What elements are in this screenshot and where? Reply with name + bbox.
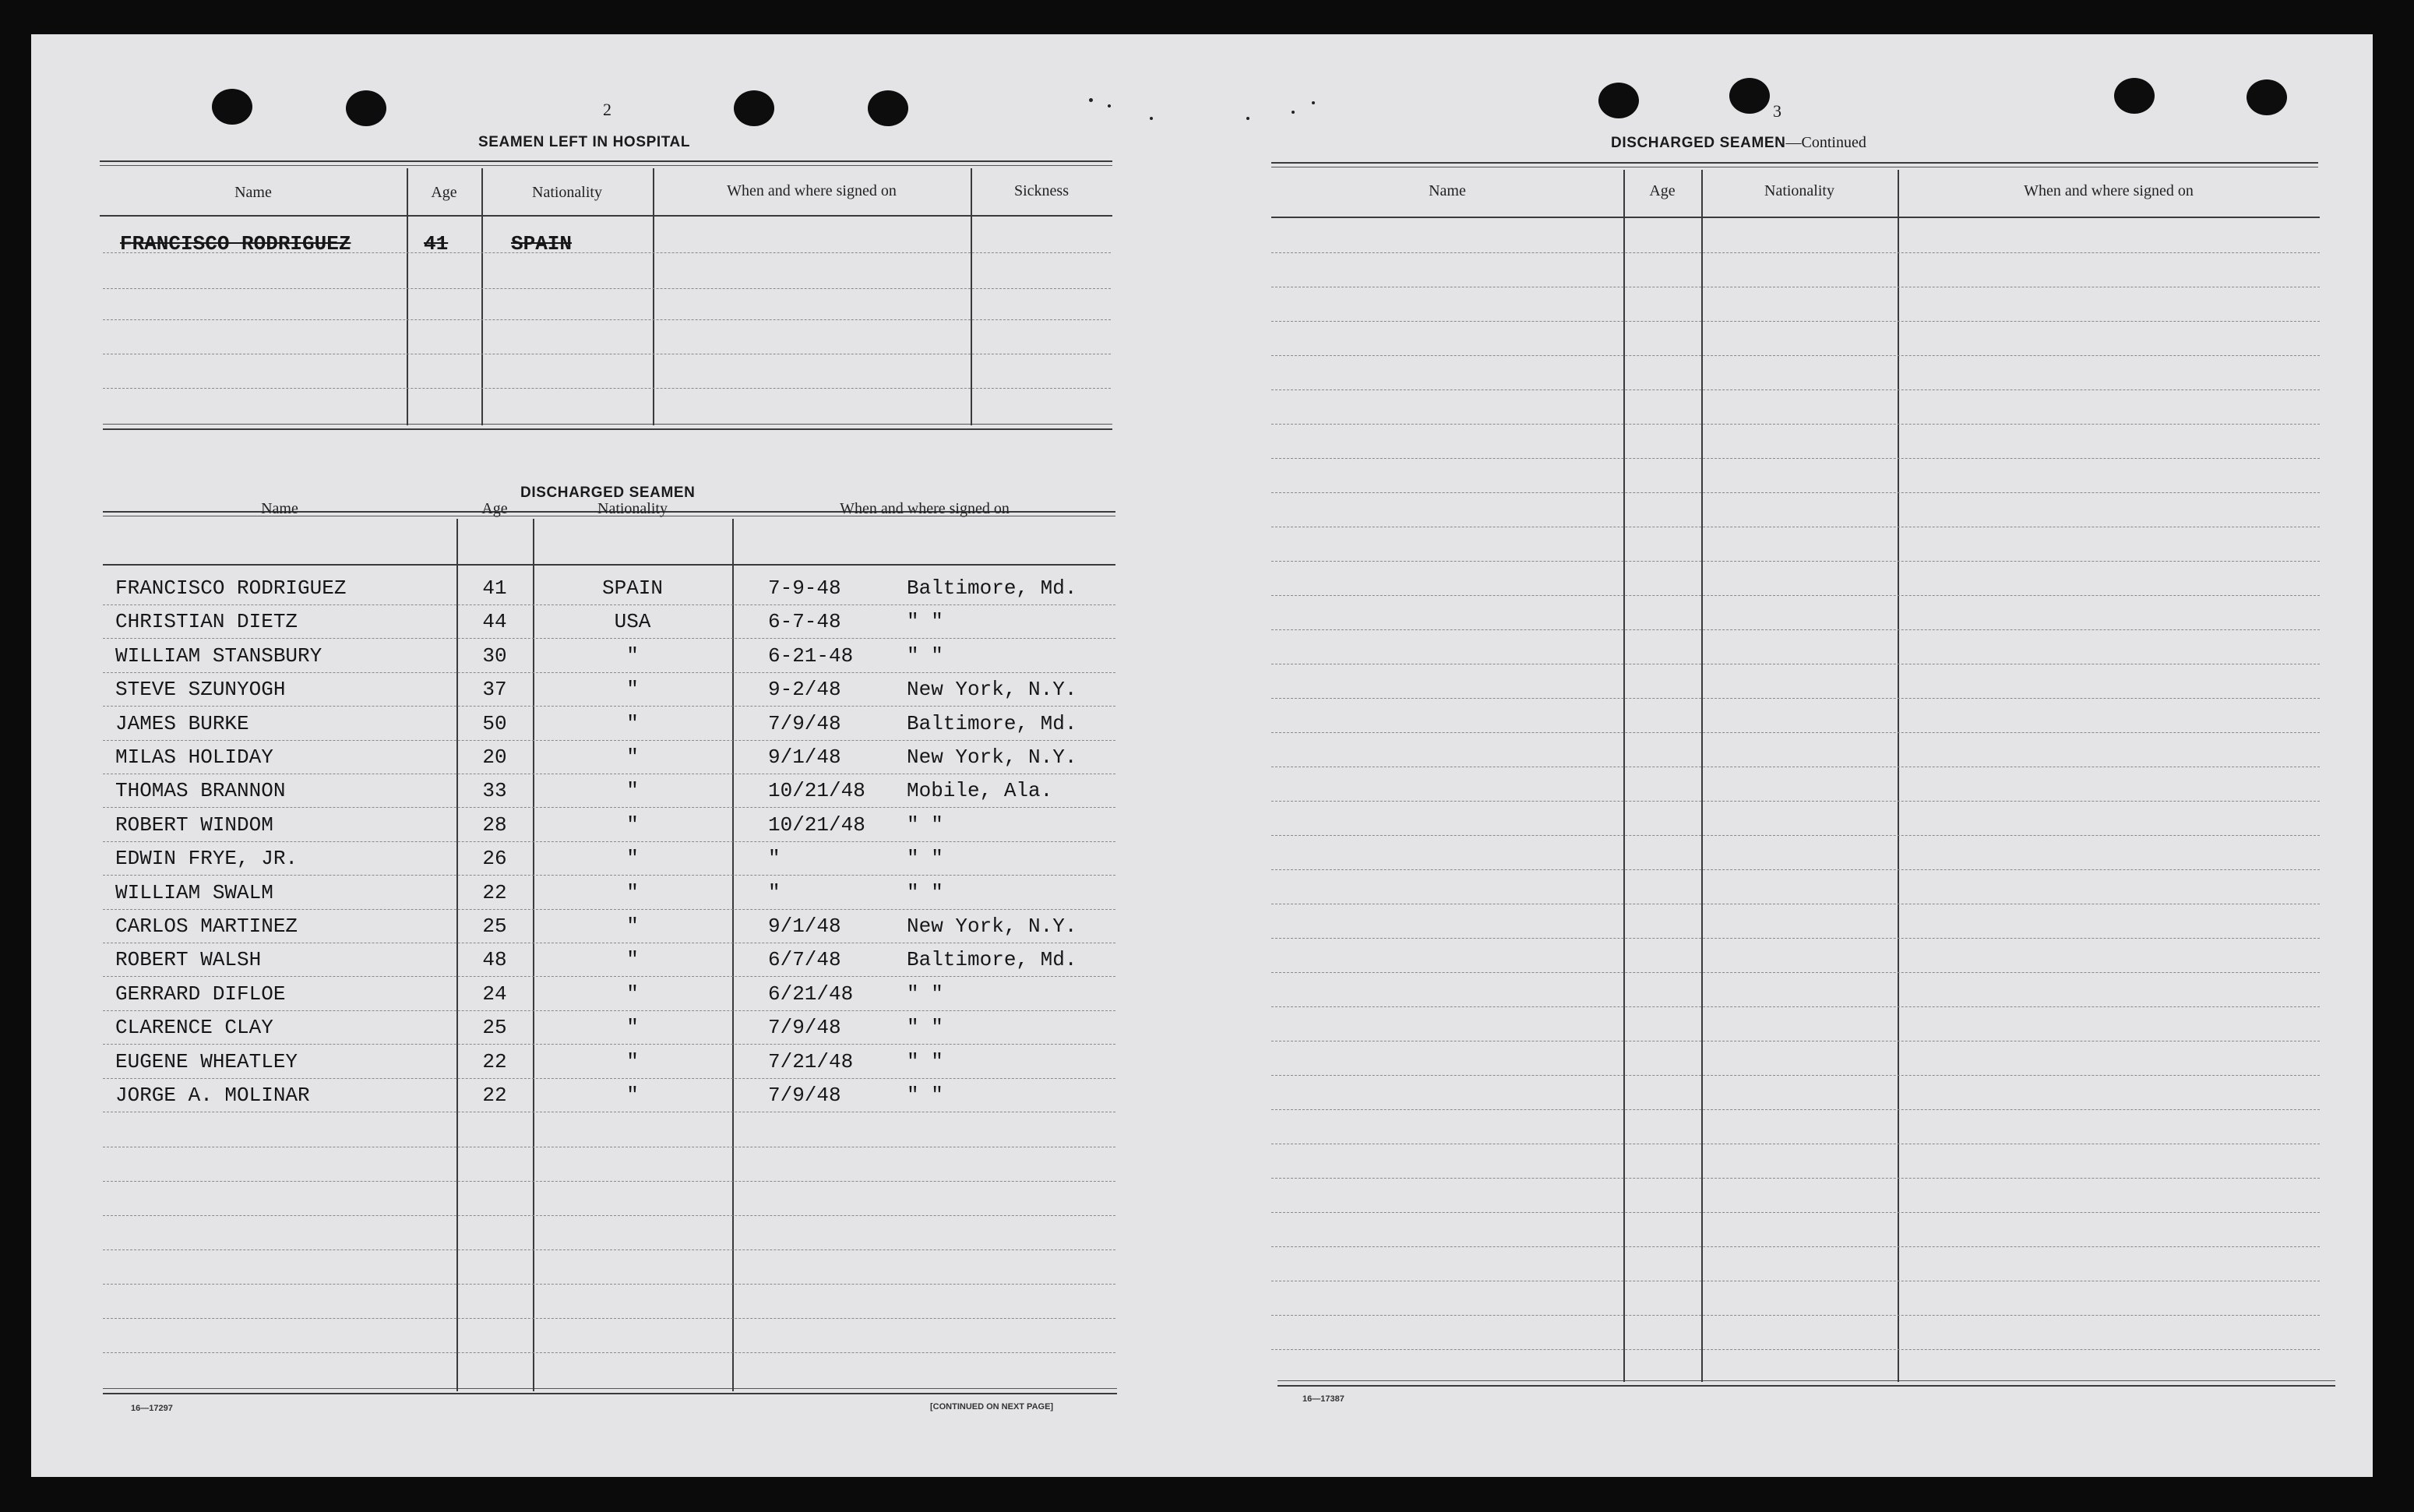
ruled-line — [1271, 801, 2320, 802]
ruled-line — [1271, 835, 2320, 836]
signed-on-place: Baltimore, Md. — [907, 576, 1077, 600]
ruled-line — [103, 909, 1115, 910]
ruled-line — [1271, 1349, 2320, 1350]
table-rule — [103, 564, 1115, 566]
ink-speck — [1312, 101, 1315, 104]
column-header-age: Age — [1649, 182, 1676, 199]
seaman-name: THOMAS BRANNON — [115, 779, 286, 802]
ruled-line — [103, 875, 1115, 876]
column-header-nationality: Nationality — [1764, 182, 1834, 199]
seaman-name: GERRARD DIFLOE — [115, 982, 286, 1006]
signed-on-place: " " — [907, 610, 943, 633]
seaman-name: CHRISTIAN DIETZ — [115, 610, 298, 633]
signed-on-date: 9-2/48 — [768, 678, 841, 701]
ruled-line — [103, 807, 1115, 808]
table-rule — [103, 1393, 1117, 1394]
seaman-name: WILLIAM STANSBURY — [115, 644, 322, 668]
seaman-nationality: " — [626, 915, 639, 938]
ink-speck — [1292, 111, 1295, 114]
seaman-age: 44 — [482, 610, 507, 633]
ruled-line — [103, 740, 1115, 741]
signed-on-date: 6-21-48 — [768, 644, 854, 668]
ruled-line — [103, 1318, 1115, 1319]
ruled-line — [103, 638, 1115, 639]
seaman-nationality: " — [626, 1050, 639, 1073]
column-divider — [653, 168, 654, 425]
signed-on-date: 6/21/48 — [768, 982, 854, 1006]
document-sheet — [31, 34, 2373, 1477]
column-header-name: Name — [261, 500, 298, 517]
signed-on-place: Baltimore, Md. — [907, 948, 1077, 971]
ruled-line — [1271, 252, 2320, 253]
ruled-line — [103, 1215, 1115, 1216]
title-suffix: —Continued — [1785, 134, 1866, 151]
ruled-line — [103, 319, 1111, 320]
column-header-nationality: Nationality — [532, 184, 602, 201]
table-rule — [1271, 162, 2318, 164]
signed-on-date: 7/21/48 — [768, 1050, 854, 1073]
ink-speck — [1246, 117, 1249, 120]
signed-on-place: " " — [907, 813, 943, 837]
ruled-line — [103, 604, 1115, 605]
ruled-line — [1271, 698, 2320, 699]
seaman-nationality: " — [626, 779, 639, 802]
seaman-name: JAMES BURKE — [115, 712, 249, 735]
table-rule — [103, 424, 1112, 425]
signed-on-date: 10/21/48 — [768, 779, 865, 802]
seaman-nationality: " — [626, 847, 639, 870]
column-divider — [971, 168, 972, 425]
seaman-nationality: " — [626, 982, 639, 1006]
signed-on-place: New York, N.Y. — [907, 915, 1077, 938]
signed-on-place: New York, N.Y. — [907, 745, 1077, 769]
seaman-age: 20 — [482, 745, 507, 769]
page-number: 3 — [1773, 101, 1781, 121]
signed-on-date: 9/1/48 — [768, 915, 841, 938]
signed-on-place: Baltimore, Md. — [907, 712, 1077, 735]
column-header-sickness: Sickness — [1014, 182, 1069, 199]
signed-on-date: " — [768, 847, 781, 870]
signed-on-date: 7/9/48 — [768, 1084, 841, 1107]
ruled-line — [1271, 1075, 2320, 1076]
column-divider — [1701, 170, 1703, 1382]
ruled-line — [103, 388, 1111, 389]
ruled-line — [103, 288, 1111, 289]
seaman-age: 22 — [482, 1084, 507, 1107]
seaman-nationality: " — [626, 712, 639, 735]
seaman-age: 22 — [482, 1050, 507, 1073]
ruled-line — [103, 1284, 1115, 1285]
column-header-name: Name — [1429, 182, 1466, 199]
punch-hole — [346, 90, 386, 126]
seaman-age: 25 — [482, 1016, 507, 1039]
ruled-line — [1271, 458, 2320, 459]
hospital-section-title: SEAMEN LEFT IN HOSPITAL — [478, 134, 691, 150]
ruled-line — [1271, 1315, 2320, 1316]
ink-speck — [1150, 117, 1153, 120]
ruled-line — [103, 1010, 1115, 1011]
signed-on-date: 7-9-48 — [768, 576, 841, 600]
signed-on-date: 7/9/48 — [768, 1016, 841, 1039]
ruled-line — [103, 706, 1115, 707]
punch-hole — [1729, 78, 1770, 114]
ink-speck — [1108, 104, 1111, 107]
ruled-line — [1271, 1006, 2320, 1007]
seaman-age: 22 — [482, 881, 507, 904]
seaman-nationality: " — [626, 881, 639, 904]
seaman-nationality: " — [626, 1084, 639, 1107]
ruled-line — [1271, 1246, 2320, 1247]
signed-on-place: Mobile, Ala. — [907, 779, 1053, 802]
ruled-line — [103, 1352, 1115, 1353]
seaman-age: 24 — [482, 982, 507, 1006]
ruled-line — [103, 841, 1115, 842]
seaman-nationality: " — [626, 745, 639, 769]
ink-speck — [1089, 98, 1093, 102]
seaman-nationality: " — [626, 644, 639, 668]
table-rule — [100, 160, 1112, 162]
seaman-age: 37 — [482, 678, 507, 701]
ruled-line — [1271, 869, 2320, 870]
punch-hole — [734, 90, 774, 126]
punch-hole — [2247, 79, 2287, 115]
column-divider — [407, 168, 408, 425]
ruled-line — [1271, 1178, 2320, 1179]
ruled-line — [1271, 561, 2320, 562]
seaman-age: 25 — [482, 915, 507, 938]
table-rule — [1277, 1380, 2335, 1381]
seaman-name: WILLIAM SWALM — [115, 881, 273, 904]
ruled-line — [1271, 1109, 2320, 1110]
column-header-signed-on: When and where signed on — [840, 500, 1010, 517]
ruled-line — [1271, 1212, 2320, 1213]
column-header-signed-on: When and where signed on — [2024, 182, 2194, 199]
signed-on-date: 7/9/48 — [768, 712, 841, 735]
seaman-nationality: USA — [614, 610, 651, 633]
seaman-name: ROBERT WINDOM — [115, 813, 273, 837]
ruled-line — [1271, 938, 2320, 939]
seaman-nationality: SPAIN — [601, 576, 663, 600]
signed-on-place: " " — [907, 982, 943, 1006]
seaman-name: MILAS HOLIDAY — [115, 745, 273, 769]
ruled-line — [1271, 972, 2320, 973]
signed-on-place: " " — [907, 1084, 943, 1107]
ruled-line — [1271, 732, 2320, 733]
continued-note: [CONTINUED ON NEXT PAGE] — [930, 1402, 1054, 1412]
punch-hole — [868, 90, 908, 126]
ruled-line — [103, 976, 1115, 977]
signed-on-date: " — [768, 881, 781, 904]
signed-on-place: " " — [907, 847, 943, 870]
form-number: 16—17297 — [131, 1404, 173, 1413]
punch-hole — [1598, 83, 1639, 118]
ruled-line — [103, 1078, 1115, 1079]
seaman-name: EDWIN FRYE, JR. — [115, 847, 298, 870]
seaman-nationality: " — [626, 678, 639, 701]
punch-hole — [212, 89, 252, 125]
seaman-age: 48 — [482, 948, 507, 971]
ruled-line — [1271, 321, 2320, 322]
ruled-line — [103, 1044, 1115, 1045]
seaman-age: 30 — [482, 644, 507, 668]
signed-on-date: 10/21/48 — [768, 813, 865, 837]
table-rule — [100, 165, 1112, 166]
ruled-line — [103, 1249, 1115, 1250]
column-header-age: Age — [431, 184, 457, 201]
seaman-name: EUGENE WHEATLEY — [115, 1050, 298, 1073]
column-header-nationality: Nationality — [597, 500, 668, 517]
table-rule — [100, 215, 1112, 217]
seaman-nationality: " — [626, 1016, 639, 1039]
ruled-line — [1271, 389, 2320, 390]
column-header-signed-on: When and where signed on — [727, 182, 897, 199]
ruled-line — [1271, 492, 2320, 493]
discharged-section-title: DISCHARGED SEAMEN — [520, 485, 696, 501]
ruled-line — [1271, 629, 2320, 630]
signed-on-place: " " — [907, 881, 943, 904]
signed-on-place: " " — [907, 1050, 943, 1073]
page-number: 2 — [603, 100, 611, 119]
column-divider — [732, 519, 734, 1391]
seaman-age: 33 — [482, 779, 507, 802]
column-header-age: Age — [481, 500, 508, 517]
seaman-name: CARLOS MARTINEZ — [115, 915, 298, 938]
column-divider — [1623, 170, 1625, 1382]
seaman-age: 50 — [482, 712, 507, 735]
ruled-line — [1271, 355, 2320, 356]
signed-on-date: 6-7-48 — [768, 610, 841, 633]
signed-on-date: 6/7/48 — [768, 948, 841, 971]
seaman-name: CLARENCE CLAY — [115, 1016, 273, 1039]
column-header-name: Name — [234, 184, 272, 201]
signed-on-date: 9/1/48 — [768, 745, 841, 769]
form-number: 16—17387 — [1302, 1394, 1344, 1404]
table-rule — [103, 428, 1112, 430]
punch-hole — [2114, 78, 2155, 114]
table-rule — [1277, 1385, 2335, 1387]
ruled-line — [1271, 595, 2320, 596]
signed-on-place: " " — [907, 644, 943, 668]
page-title — [1611, 134, 1866, 152]
ruled-line — [103, 1181, 1115, 1182]
seaman-age: 26 — [482, 847, 507, 870]
signed-on-place: " " — [907, 1016, 943, 1039]
seaman-nationality: " — [626, 813, 639, 837]
seaman-age: 41 — [482, 576, 507, 600]
ruled-line — [1271, 424, 2320, 425]
seaman-age: 28 — [482, 813, 507, 837]
seaman-nationality: " — [626, 948, 639, 971]
table-rule — [103, 1388, 1117, 1389]
seaman-name: FRANCISCO RODRIGUEZ — [115, 576, 347, 600]
seaman-name: ROBERT WALSH — [115, 948, 262, 971]
table-rule — [1271, 217, 2320, 218]
seaman-name: STEVE SZUNYOGH — [115, 678, 286, 701]
hospital-entry-name: FRANCISCO RODRIGUEZ — [120, 232, 351, 256]
ruled-line — [103, 672, 1115, 673]
signed-on-place: New York, N.Y. — [907, 678, 1077, 701]
discharged-continued-title: DISCHARGED SEAMEN — [1611, 135, 1786, 151]
column-divider — [1898, 170, 1899, 1382]
hospital-entry-nationality: SPAIN — [511, 232, 573, 256]
hospital-entry-age: 41 — [424, 232, 449, 256]
column-divider — [481, 168, 483, 425]
seaman-name: JORGE A. MOLINAR — [115, 1084, 310, 1107]
